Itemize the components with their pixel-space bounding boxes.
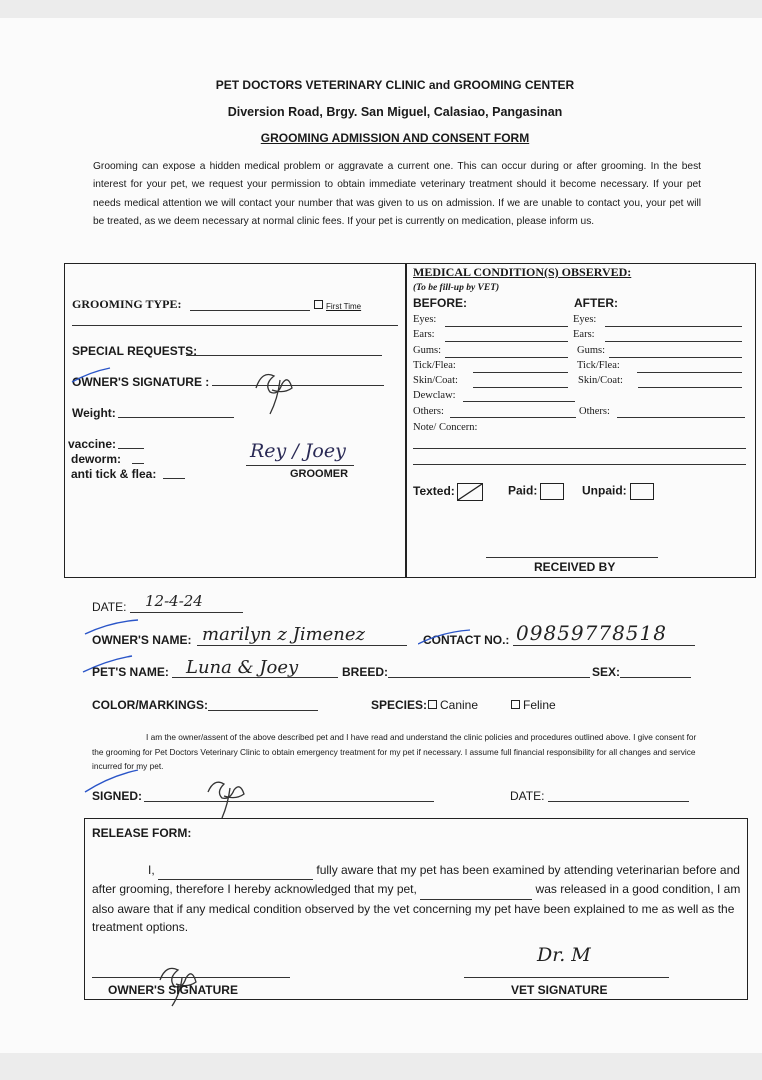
texted-box[interactable] <box>457 483 483 501</box>
texted-label: Texted: <box>413 484 455 499</box>
others-before-field[interactable] <box>450 417 576 418</box>
date-label: DATE: <box>92 600 127 614</box>
weight-label: Weight: <box>72 406 116 420</box>
before-row-field[interactable] <box>445 326 568 327</box>
vaccine-field[interactable] <box>118 448 144 449</box>
intro-paragraph: Grooming can expose a hidden medical problem or aggravate a current one. This can occur during or after grooming. In the best interest for your pet, we request your permission to obtain immediate veterinary treatment should it become necessary. If your pet needs medical attention we will contact your number that was given to us on admission. If we are unable to contact you, your pet will be treated, as we deem necessary at normal clinic fees. If your pet is currently on medication, please inform us. <box>93 161 701 227</box>
vet-signature-value: Dr. M <box>537 944 591 966</box>
clinic-name: PET DOCTORS VETERINARY CLINIC and GROOMING CENTER <box>215 78 575 92</box>
release-owner-scribble <box>120 950 320 1010</box>
species-label: SPECIES: <box>371 698 428 712</box>
after-row-label: Ears: <box>573 329 595 341</box>
after-row-label: Eyes: <box>573 314 597 325</box>
unpaid-checkbox[interactable] <box>582 483 654 500</box>
contact-value: 09859778518 <box>516 621 667 645</box>
signed-field[interactable] <box>144 801 434 802</box>
after-row-label: Skin/Coat: <box>578 375 623 387</box>
owner-name-field[interactable] <box>197 645 407 646</box>
anti-tick-field[interactable] <box>163 478 185 479</box>
after-row-field[interactable] <box>637 372 742 373</box>
unpaid-label: Unpaid: <box>582 483 627 498</box>
release-owner-signature-field[interactable] <box>92 977 290 978</box>
date-value: 12-4-24 <box>145 592 203 610</box>
groomer-line <box>246 465 354 466</box>
release-part-3: was released in a good condition, I am also aware that if any medical condition observed by the vet concerning my pet have been explained to me as well as the treatment options. <box>92 882 741 935</box>
sex-field[interactable] <box>620 677 691 678</box>
dewclaw-field[interactable] <box>463 401 575 402</box>
special-requests-field[interactable] <box>186 355 382 356</box>
pet-name-label: PET'S NAME: <box>92 665 169 679</box>
note-line-2[interactable] <box>413 464 746 465</box>
color-markings-label: COLOR/MARKINGS: <box>92 698 208 712</box>
unpaid-box[interactable] <box>630 483 654 500</box>
feline-label: Feline <box>523 698 556 712</box>
check-mark-icon <box>458 484 482 500</box>
vaccine-label: vaccine: <box>68 437 117 451</box>
first-time-box[interactable] <box>314 300 323 309</box>
before-row-field[interactable] <box>473 372 568 373</box>
date2-label: DATE: <box>510 789 545 803</box>
after-row-field[interactable] <box>638 387 742 388</box>
before-row-field[interactable] <box>445 341 568 342</box>
contact-label: CONTACT NO.: <box>423 633 510 647</box>
consent-paragraph: I am the owner/assent of the above described pet and I have read and understand the clinic policies and procedures outlined above. I give consent for the grooming for Pet Doctors Veterinary Clinic to obtain emergency treatment for my pet if necessary. I assume full financial responsibility for all changes and service incurred for my pet. <box>92 732 697 771</box>
release-form-title: RELEASE FORM: <box>92 826 192 840</box>
owner-name-value: marilyn z Jimenez <box>202 624 366 645</box>
received-by-label: RECEIVED BY <box>534 560 616 574</box>
canine-box[interactable] <box>428 700 437 709</box>
release-owner-signature-label: OWNER'S SIGNATURE <box>108 983 238 997</box>
canine-label: Canine <box>440 698 479 712</box>
owner-name-label: OWNER'S NAME: <box>92 633 192 647</box>
texted-checkbox[interactable] <box>413 483 483 501</box>
paid-box[interactable] <box>540 483 564 500</box>
release-pet-blank[interactable] <box>420 880 532 899</box>
grooming-type-field[interactable] <box>190 310 310 311</box>
after-row-label: Gums: <box>577 344 606 356</box>
contact-field[interactable] <box>513 645 695 646</box>
weight-field[interactable] <box>118 417 234 418</box>
anti-tick-label: anti tick & flea: <box>71 467 157 481</box>
sex-label: SEX: <box>592 665 621 679</box>
feline-option[interactable] <box>511 698 556 712</box>
groomer-value: Rey / Joey <box>250 440 346 462</box>
signed-scribble <box>80 762 340 822</box>
feline-box[interactable] <box>511 700 520 709</box>
before-row-field[interactable] <box>473 387 568 388</box>
signed-label: SIGNED: <box>92 789 143 803</box>
paid-label: Paid: <box>508 483 538 498</box>
vet-note: (To be fill-up by VET) <box>413 283 500 293</box>
deworm-label: deworm: <box>71 452 122 466</box>
received-by-field[interactable] <box>486 557 658 558</box>
owner-signature-scribble <box>70 360 390 415</box>
note-line-1[interactable] <box>413 448 746 449</box>
release-name-blank[interactable] <box>158 861 313 880</box>
before-label: BEFORE: <box>413 296 467 310</box>
medical-conditions-title: MEDICAL CONDITION(S) OBSERVED: <box>413 265 632 279</box>
vet-signature-field[interactable] <box>464 977 669 978</box>
before-row-label: Eyes: <box>413 314 437 325</box>
others-after-label: Others: <box>579 406 610 417</box>
grooming-type-label: GROOMING TYPE: <box>72 297 182 311</box>
release-part-1: I, <box>148 863 155 877</box>
vet-signature-label: VET SIGNATURE <box>511 983 608 997</box>
others-after-field[interactable] <box>617 417 745 418</box>
after-row-field[interactable] <box>605 341 742 342</box>
form-title: GROOMING ADMISSION AND CONSENT FORM <box>260 131 530 145</box>
first-time-checkbox[interactable] <box>314 300 361 311</box>
breed-label: BREED: <box>342 665 389 679</box>
breed-field[interactable] <box>388 677 590 678</box>
owner-signature-label: OWNER'S SIGNATURE : <box>72 375 210 389</box>
after-row-label: Tick/Flea: <box>577 359 620 371</box>
release-part-2: fully aware that my pet has been examined by attending veterinarian before and after grooming, therefore I hereby acknowledged that my pet, <box>92 863 740 897</box>
pet-name-value: Luna & Joey <box>186 657 299 678</box>
color-markings-field[interactable] <box>208 710 318 711</box>
others-before-label: Others: <box>413 406 444 417</box>
note-concern-label: Note/ Concern: <box>413 422 478 433</box>
grooming-type-line-2[interactable] <box>72 325 398 326</box>
after-label: AFTER: <box>574 296 618 310</box>
check-ticks <box>80 612 220 692</box>
deworm-field[interactable] <box>132 463 144 464</box>
before-row-label: Gums: <box>413 344 442 356</box>
before-row-label: Tick/Flea: <box>413 359 456 371</box>
after-row-field[interactable] <box>605 326 742 327</box>
before-row-label: Skin/Coat: <box>413 375 458 387</box>
contact-tick <box>418 628 478 648</box>
before-row-field[interactable] <box>445 357 568 358</box>
canine-option[interactable] <box>428 698 478 712</box>
clinic-address: Diversion Road, Brgy. San Miguel, Calasiao, Pangasinan <box>227 105 563 119</box>
special-requests-label: SPECIAL REQUESTS: <box>72 344 198 358</box>
first-time-label: First Time <box>326 302 362 311</box>
panel-divider <box>405 264 407 577</box>
after-row-field[interactable] <box>609 357 742 358</box>
release-paragraph <box>92 861 744 937</box>
date2-field[interactable] <box>548 801 689 802</box>
before-row-label: Ears: <box>413 329 435 341</box>
paid-checkbox[interactable] <box>508 483 564 500</box>
groomer-label: GROOMER <box>290 468 349 480</box>
dewclaw-label: Dewclaw: <box>413 390 456 401</box>
